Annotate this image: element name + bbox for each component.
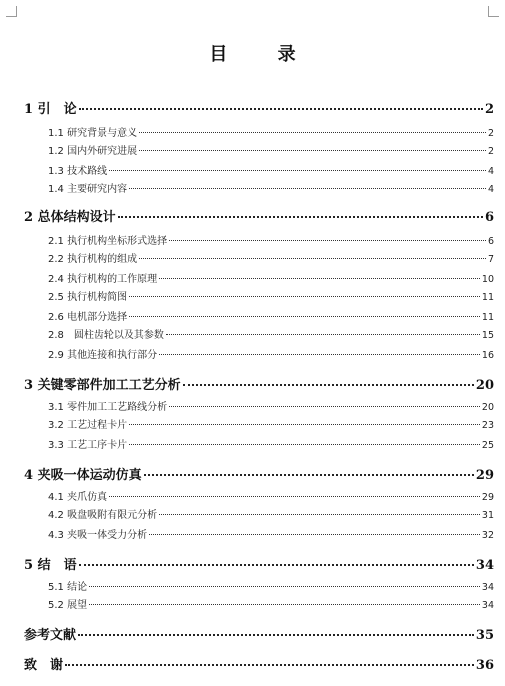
toc-section-entry[interactable] [48,398,494,413]
dot-leader [129,424,480,425]
dot-leader [129,316,480,317]
toc-page-number: 4 [487,184,494,195]
toc-entry-label: 2.1 执行机构坐标形式选择 [48,236,168,247]
toc-entry-label: 5 结 语 [24,558,77,573]
toc-page-number: 25 [481,440,494,451]
toc-section-entry[interactable] [48,288,494,303]
toc-section-entry[interactable] [48,180,494,195]
toc-page-number: 29 [475,468,494,483]
toc-entry-label: 4 夹吸一体运动仿真 [24,468,142,483]
dot-leader [89,586,480,587]
dot-leader [166,334,480,335]
toc-page-number: 16 [481,350,494,361]
toc-section-entry[interactable] [48,526,494,541]
toc-section-entry[interactable] [48,488,494,503]
toc-entry-label: 3.2 工艺过程卡片 [48,420,128,431]
toc-entry-label: 2.4 执行机构的工作原理 [48,274,158,285]
dot-leader [139,258,486,259]
toc-page-number: 6 [484,210,494,225]
toc-entry-label: 2 总体结构设计 [24,210,116,225]
toc-chapter-entry[interactable] [24,206,494,225]
toc-page-number: 7 [487,254,494,265]
toc-section-entry[interactable] [48,250,494,265]
toc-entry-label: 2.9 其他连接和执行部分 [48,350,158,361]
dot-leader [139,150,486,151]
dot-leader [78,634,474,636]
dot-leader [169,406,480,407]
toc-entry-label: 1.4 主要研究内容 [48,184,128,195]
toc-entry-label: 5.1 结论 [48,582,88,593]
toc-page-number: 20 [475,378,494,393]
dot-leader [159,514,480,515]
dot-leader [159,278,480,279]
dot-leader [139,132,486,133]
toc-entry-label: 致 谢 [24,658,64,673]
dot-leader [65,664,474,666]
dot-leader [129,296,480,297]
toc-page-number: 34 [475,558,494,573]
toc-page-number: 20 [481,402,494,413]
toc-page-number: 6 [487,236,494,247]
toc-page-number: 36 [475,658,494,673]
toc-entry-label: 5.2 展望 [48,600,88,611]
toc-page-number: 2 [487,128,494,139]
toc-entry-label: 2.2 执行机构的组成 [48,254,138,265]
toc-page-number: 31 [481,510,494,521]
toc-chapter-entry[interactable] [24,374,494,393]
toc-page-number: 11 [481,312,494,323]
toc-section-entry[interactable] [48,436,494,451]
dot-leader [159,354,480,355]
toc-section-entry[interactable] [48,596,494,611]
toc-entry-label: 2.5 执行机构简图 [48,292,128,303]
toc-section-entry[interactable] [48,346,494,361]
toc-section-entry[interactable] [48,416,494,431]
dot-leader [149,534,480,535]
toc-page-number: 11 [481,292,494,303]
dot-leader [79,108,483,110]
dot-leader [79,564,474,566]
toc-page-number: 2 [487,146,494,157]
toc-page-number: 35 [475,628,494,643]
dot-leader [109,496,480,497]
toc-chapter-entry[interactable] [24,98,494,117]
page-corner-mark [6,6,17,17]
toc-section-entry[interactable] [48,578,494,593]
toc-section-entry[interactable] [48,162,494,177]
toc-page-number: 34 [481,582,494,593]
toc-entry-label: 参考文献 [24,628,77,643]
toc-chapter-entry[interactable] [24,464,494,483]
toc-page-number: 29 [481,492,494,503]
toc-section-entry[interactable] [48,308,494,323]
toc-section-entry[interactable] [48,142,494,157]
toc-entry-label: 3.3 工艺工序卡片 [48,440,128,451]
toc-section-entry[interactable] [48,506,494,521]
dot-leader [183,384,474,386]
toc-page-number: 10 [481,274,494,285]
toc-entry-label: 4.1 夹爪仿真 [48,492,108,503]
toc-page-number: 34 [481,600,494,611]
toc-entry-label: 4.3 夹吸一体受力分析 [48,530,148,541]
toc-entry-label: 1 引 论 [24,102,77,117]
toc-page-number: 23 [481,420,494,431]
toc-chapter-entry[interactable] [24,654,494,673]
toc-entry-label: 2.8 圆柱齿轮以及其参数 [48,330,164,341]
toc-section-entry[interactable] [48,326,494,341]
toc-title: 目 录 [209,44,318,65]
toc-page-number: 32 [481,530,494,541]
toc-entry-label: 1.3 技术路线 [48,166,108,177]
toc-entry-label: 3.1 零件加工工艺路线分析 [48,402,168,413]
toc-entry-label: 1.1 研究背景与意义 [48,128,138,139]
toc-chapter-entry[interactable] [24,554,494,573]
dot-leader [169,240,486,241]
toc-section-entry[interactable] [48,124,494,139]
toc-chapter-entry[interactable] [24,624,494,643]
toc-section-entry[interactable] [48,270,494,285]
dot-leader [118,216,483,218]
dot-leader [129,188,486,189]
toc-page-number: 4 [487,166,494,177]
toc-page-number: 15 [481,330,494,341]
toc-entry-label: 1.2 国内外研究进展 [48,146,138,157]
page-corner-mark [488,6,499,17]
dot-leader [129,444,480,445]
toc-entry-label: 2.6 电机部分选择 [48,312,128,323]
dot-leader [109,170,486,171]
dot-leader [89,604,480,605]
toc-section-entry[interactable] [48,232,494,247]
dot-leader [144,474,474,476]
toc-entry-label: 4.2 吸盘吸附有限元分析 [48,510,158,521]
toc-page-number: 2 [484,102,494,117]
toc-entry-label: 3 关键零部件加工工艺分析 [24,378,181,393]
